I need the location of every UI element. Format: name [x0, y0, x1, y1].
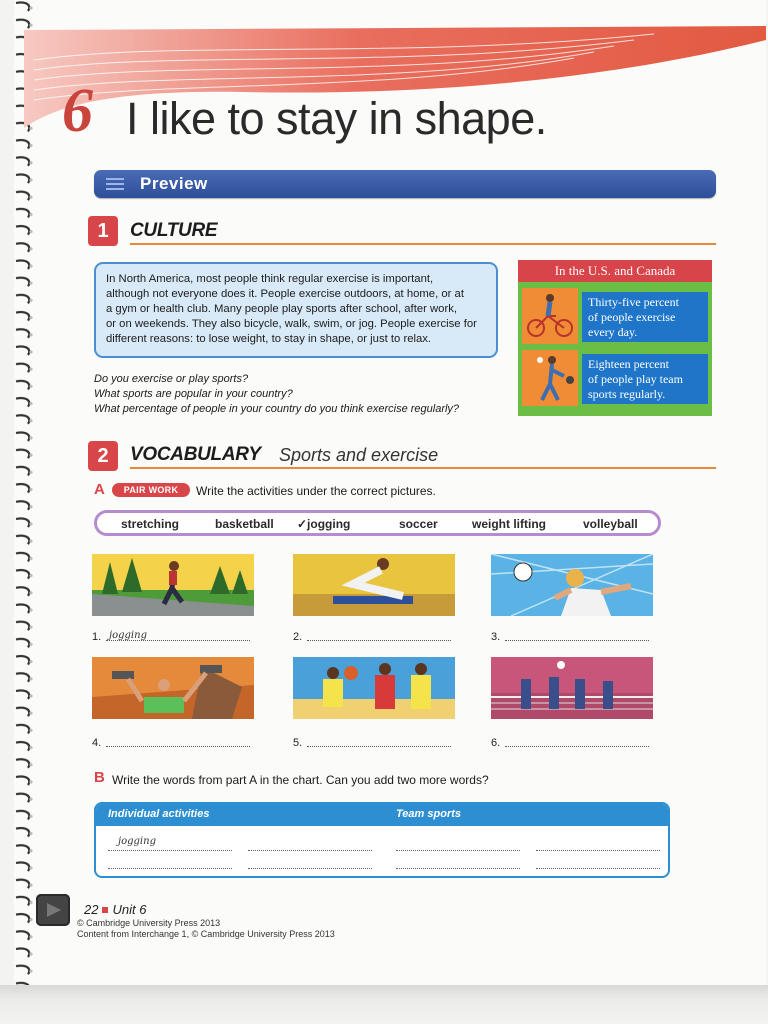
soccer-picture — [491, 554, 653, 616]
word-bank-item: weight lifting — [472, 517, 546, 531]
chart-header-individual: Individual activities — [108, 808, 210, 820]
answer-number: 1. — [92, 631, 102, 643]
page-number: 22 — [84, 902, 99, 917]
answer-5[interactable] — [293, 737, 453, 749]
facts-sidebar — [518, 260, 712, 416]
paragraph-line: different reasons: to lose weight, to stay in shape, or just to relax. — [106, 333, 432, 345]
chart-header — [96, 804, 668, 826]
answer-number: 6. — [491, 737, 501, 749]
baseball-player-icon — [522, 350, 578, 406]
word-bank-item: basketball — [215, 517, 274, 531]
preview-label: Preview — [140, 174, 208, 193]
answer-2[interactable] — [293, 631, 453, 643]
copyright — [77, 918, 335, 940]
section-rule — [130, 243, 716, 245]
copyright-line: © Cambridge University Press 2013 — [77, 918, 221, 928]
paragraph-line: or on weekends. They also bicycle, walk, swim, or jog. People exercise for — [106, 318, 477, 330]
answer-6[interactable] — [491, 737, 651, 749]
page-edge-shadow — [0, 985, 768, 1024]
discussion-questions — [94, 372, 459, 417]
chart-blank[interactable] — [108, 850, 232, 851]
unit-number: 6 — [62, 77, 93, 145]
chart-blank[interactable] — [536, 850, 660, 851]
chart-blank[interactable] — [248, 850, 372, 851]
chart-blank[interactable] — [536, 868, 660, 869]
instruction: Write the words from part A in the chart. Can you add two more words? — [112, 773, 489, 787]
question: What sports are popular in your country? — [94, 388, 293, 400]
culture-paragraph — [94, 262, 498, 358]
fact-line: of people play team — [588, 372, 683, 386]
fact-line: sports regularly. — [588, 387, 666, 401]
textbook-page — [14, 0, 766, 985]
fact-text — [582, 292, 708, 342]
fact-line: Thirty-five percent — [588, 295, 679, 309]
section-number: 2 — [88, 441, 118, 471]
menu-lines-icon — [106, 178, 124, 190]
vocabulary-chart — [94, 802, 670, 878]
chart-blank[interactable] — [396, 868, 520, 869]
question: What percentage of people in your country do you think exercise regularly? — [94, 403, 460, 415]
play-button[interactable] — [36, 894, 70, 926]
fact-line: of people exercise — [588, 310, 676, 324]
paragraph-line: a gym or health club. Many people play sports after school, after work, — [106, 303, 458, 315]
instruction: Write the activities under the correct pictures. — [196, 484, 436, 498]
section-title: CULTURE — [130, 220, 218, 241]
page-title: I like to stay in shape. — [126, 93, 547, 144]
sidebar-title: In the U.S. and Canada — [518, 260, 712, 282]
chart-entry: jogging — [118, 836, 156, 847]
word-bank — [94, 510, 661, 536]
word-bank-item: soccer — [399, 517, 438, 531]
cyclist-icon — [522, 288, 578, 344]
stretching-picture — [293, 554, 455, 616]
word-bank-item: volleyball — [583, 517, 638, 531]
chart-header-team: Team sports — [396, 808, 462, 820]
answer-4[interactable] — [92, 737, 252, 749]
part-letter: A — [94, 481, 105, 498]
answer-number: 5. — [293, 737, 303, 749]
unit-label: Unit 6 — [112, 902, 147, 917]
answer-1[interactable] — [92, 631, 252, 643]
section-number: 1 — [88, 216, 118, 246]
chart-blank[interactable] — [108, 868, 232, 869]
paragraph-line: In North America, most people think regular exercise is important, — [106, 273, 434, 285]
word-bank-item: ✓jogging — [297, 517, 351, 531]
word-bank-item: stretching — [121, 517, 180, 531]
fact-line: every day. — [588, 325, 638, 339]
jogging-picture — [92, 554, 254, 616]
section-subtitle: Sports and exercise — [279, 445, 439, 465]
fact-line: Eighteen percent — [588, 357, 669, 371]
answer-value: jogging — [109, 630, 147, 641]
pair-work-badge: PAIR WORK — [112, 483, 190, 497]
part-letter: B — [94, 769, 105, 786]
weight-lifting-picture — [92, 657, 254, 719]
question: Do you exercise or play sports? — [94, 373, 249, 385]
answer-number: 4. — [92, 737, 102, 749]
answer-number: 2. — [293, 631, 303, 643]
paragraph-line: although not everyone does it. People exercise outdoors, at home, or at — [106, 288, 464, 300]
answer-3[interactable] — [491, 631, 651, 643]
volleyball-picture — [491, 657, 653, 719]
chart-blank[interactable] — [248, 868, 372, 869]
chart-blank[interactable] — [396, 850, 520, 851]
copyright-line: Content from Interchange 1, © Cambridge University Press 2013 — [77, 929, 335, 939]
section-title: VOCABULARY — [130, 444, 261, 465]
preview-bar — [94, 170, 716, 198]
play-icon — [47, 903, 61, 917]
fact-text — [582, 354, 708, 404]
answer-number: 3. — [491, 631, 501, 643]
page-footer — [84, 902, 146, 917]
section-rule — [130, 467, 716, 469]
basketball-picture — [293, 657, 455, 719]
